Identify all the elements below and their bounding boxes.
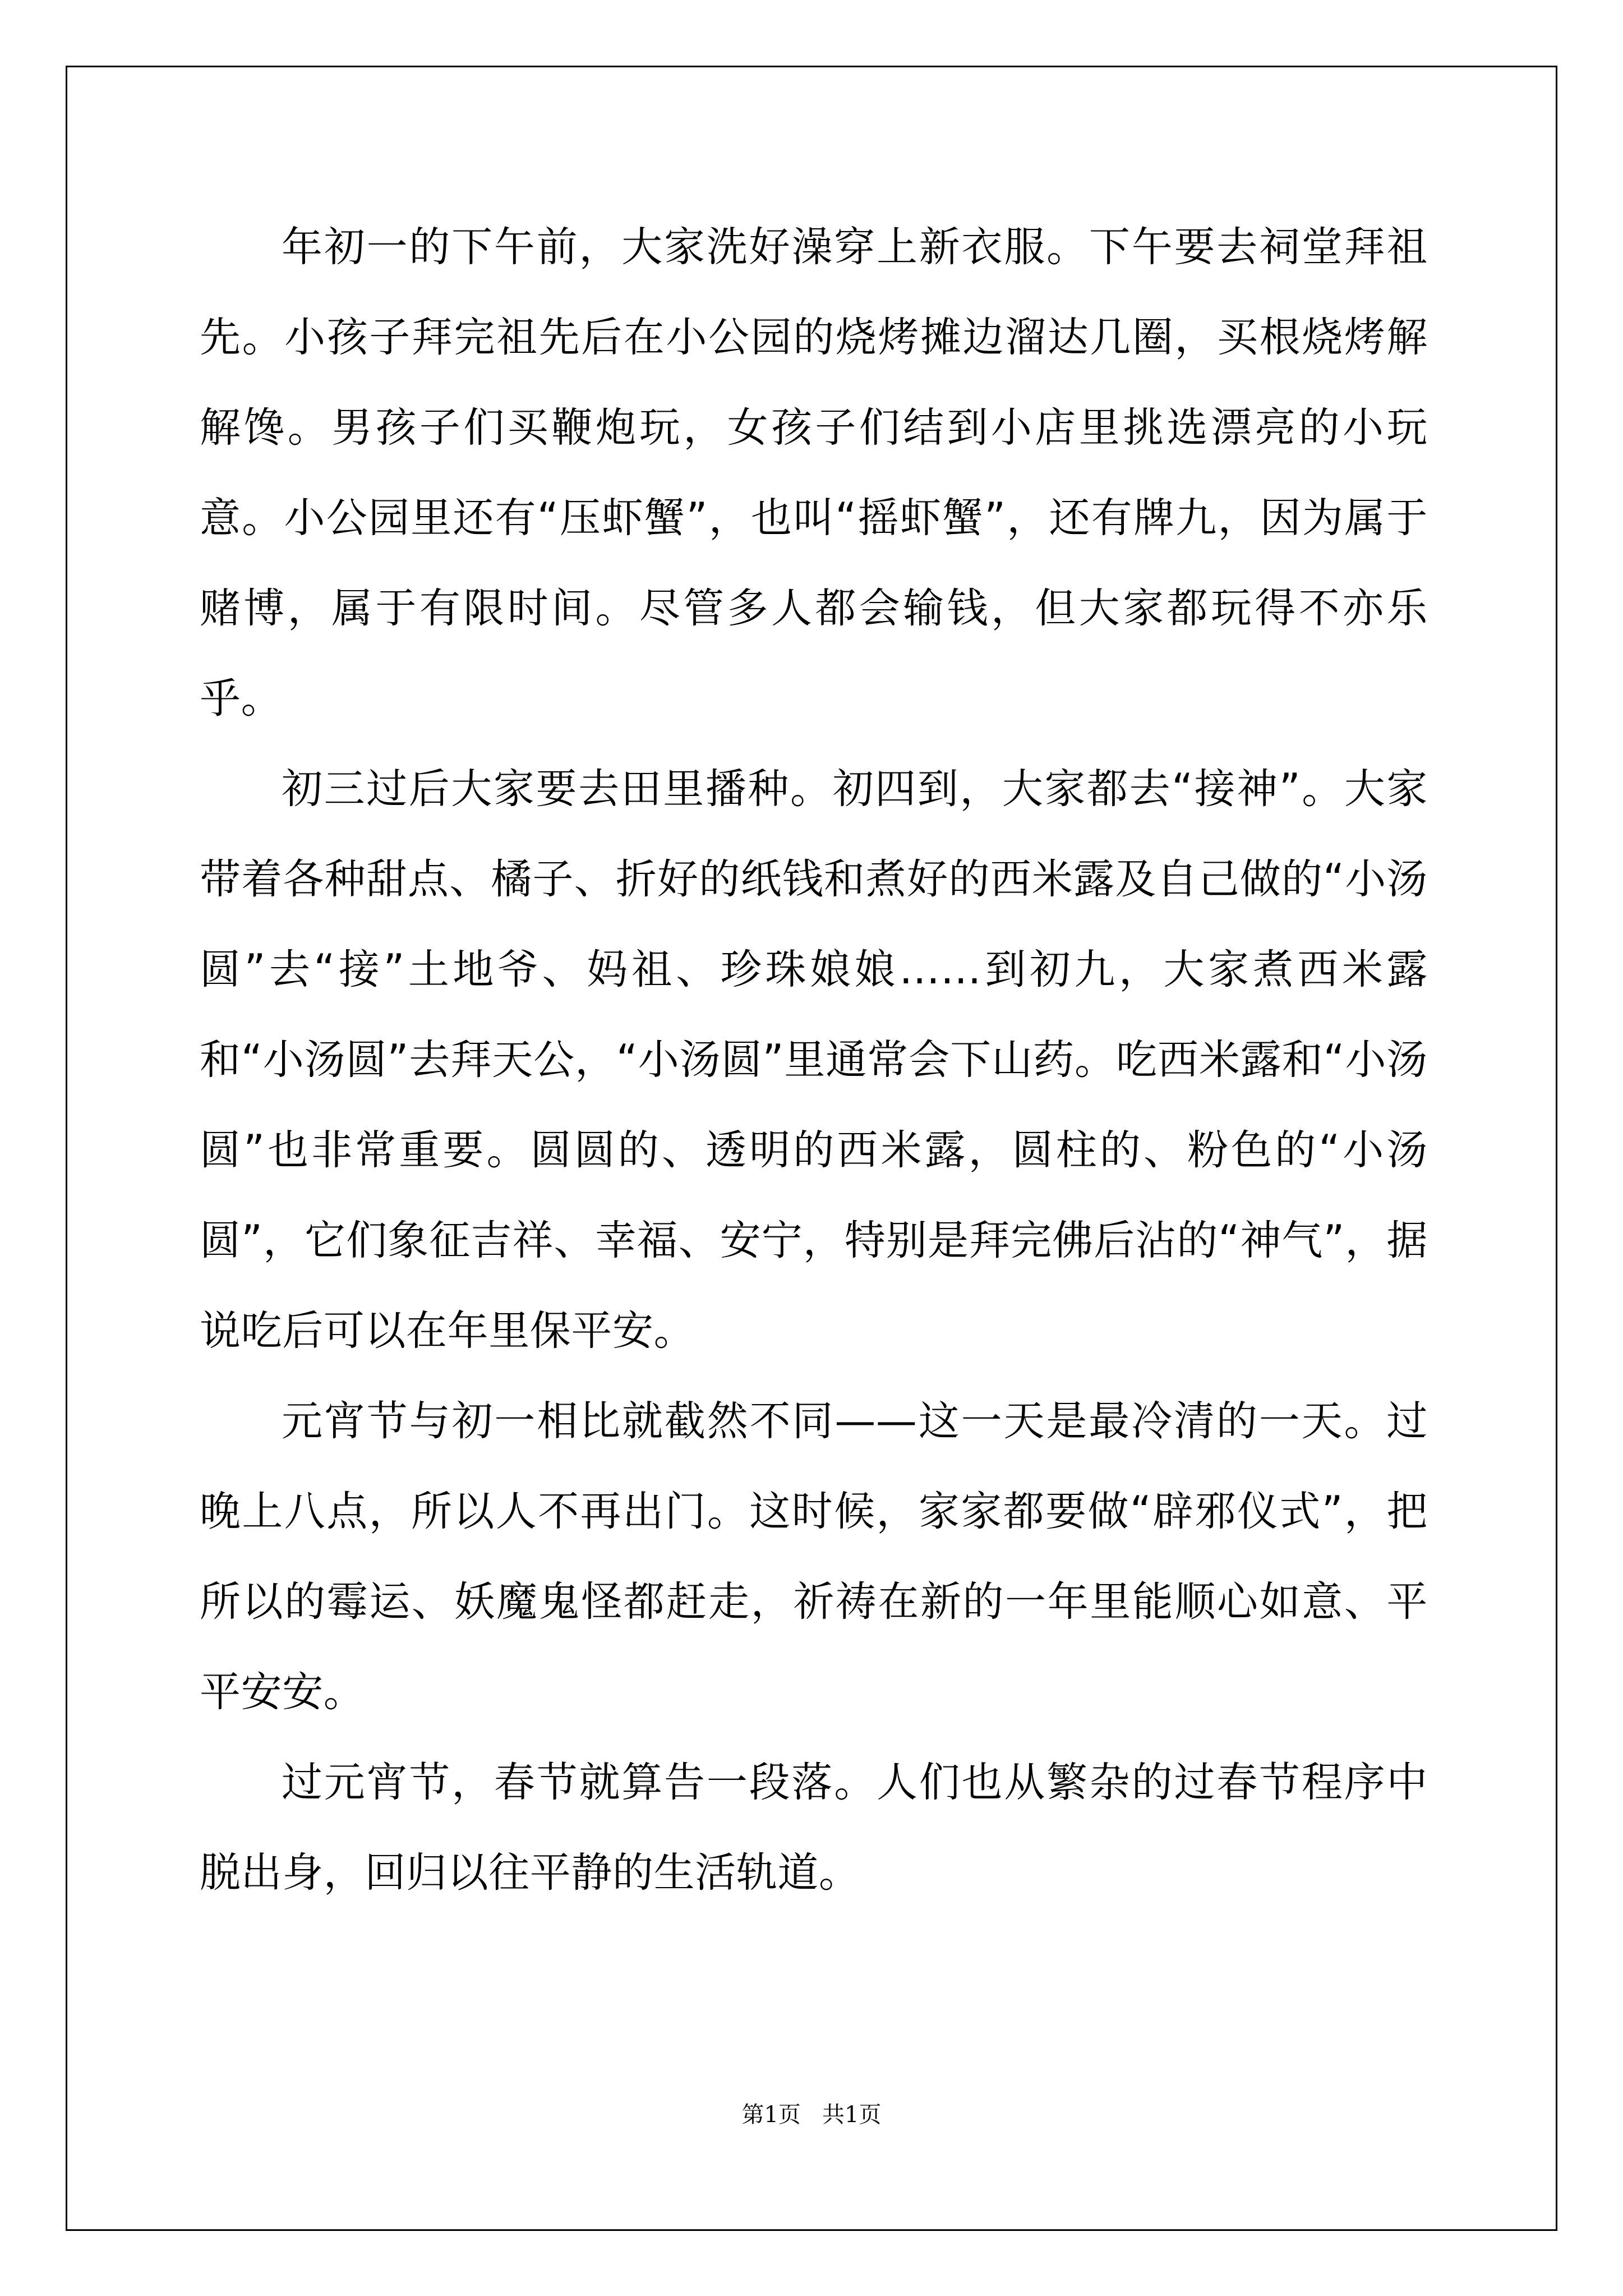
document-body <box>200 202 1428 1918</box>
paragraph-4: 过元宵节，春节就算告一段落。人们也从繁杂的过春节程序中脱出身，回归以往平静的生活轨道。 <box>200 1759 1428 1897</box>
page-number-footer: 第1页 共1页 <box>741 2102 882 2128</box>
paragraph-2: 初三过后大家要去田里播种。初四到，大家都去“接神”。大家带着各种甜点、橘子、折好的纸钱和煮好的西米露及自己做的“小汤圆”去“接”土地爷、妈祖、珍珠娘娘……到初九，大家煮西米露和“小汤圆”去拜天公，“小汤圆”里通常会下山药。吃西米露和“小汤圆”也非常重要。圆圆的、透明的西米露，圆柱的、粉色的“小汤圆”，它们象征吉祥、幸福、安宁，特别是拜完佛后沾的“神气”，据说吃后可以在年里保平安。 <box>200 765 1428 1355</box>
paragraph-3: 元宵节与初一相比就截然不同——这一天是最冷清的一天。过晚上八点，所以人不再出门。这时候，家家都要做“辟邪仪式”，把所以的霉运、妖魔鬼怪都赶走，祈祷在新的一年里能顺心如意、平平安安。 <box>200 1397 1428 1716</box>
paragraph-1: 年初一的下午前，大家洗好澡穿上新衣服。下午要去祠堂拜祖先。小孩子拜完祖先后在小公园的烧烤摊边溜达几圈，买根烧烤解解馋。男孩子们买鞭炮玩，女孩子们结到小店里挑选漂亮的小玩意。小公园里还有“压虾蟹”，也叫“摇虾蟹”，还有牌九，因为属于赌博，属于有限时间。尽管多人都会输钱，但大家都玩得不亦乐乎。 <box>200 223 1428 723</box>
